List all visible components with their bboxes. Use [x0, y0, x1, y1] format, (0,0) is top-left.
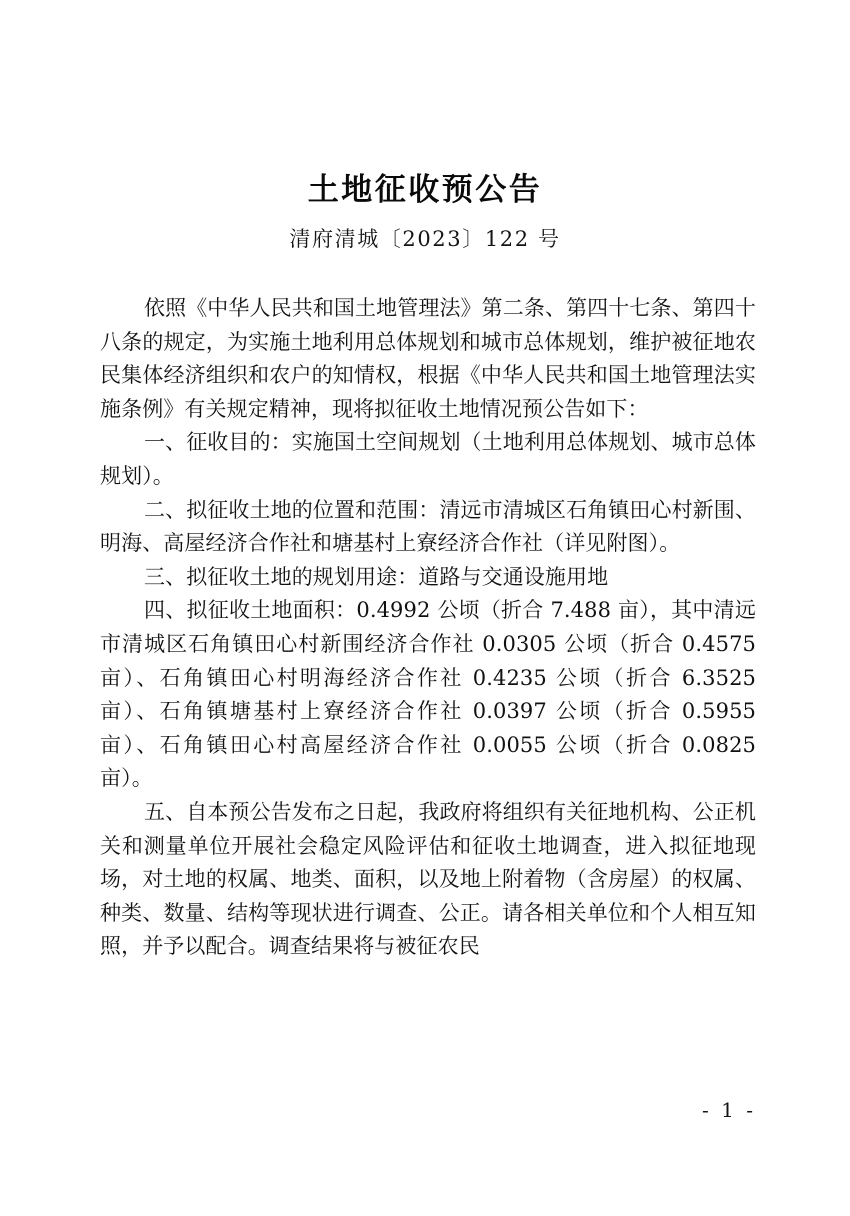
document-body: [100, 292, 756, 964]
article-5-survey-notice: 五、自本预公告发布之日起，我政府将组织有关征地机构、公正机关和测量单位开展社会稳定风险评估和征收土地调查，进入拟征地现场，对土地的权属、地类、面积，以及地上附着物（含房屋）的权属、种类、数量、结构等现状进行调查、公正。请各相关单位和个人相互知照，并予以配合。调查结果将与被征农民: [100, 799, 756, 959]
document-number: 清府清城〔2023〕122 号: [289, 227, 561, 251]
page-title: 土地征收预公告: [307, 171, 543, 208]
page-number-footer: - 1 -: [702, 1098, 756, 1122]
paragraph-preamble: 依照《中华人民共和国土地管理法》第二条、第四十七条、第四十八条的规定，为实施土地利用总体规划和城市总体规划，维护被征地农民集体经济组织和农户的知情权，根据《中华人民共和国土地管理法实施条例》有关规定精神，现将拟征收土地情况预公告如下：: [100, 296, 756, 421]
article-3-planned-use: 三、拟征收土地的规划用途：道路与交通设施用地: [144, 564, 609, 589]
article-1-purpose: 一、征收目的：实施国土空间规划（土地利用总体规划、城市总体规划）。: [100, 430, 756, 488]
article-2-location-scope: 二、拟征收土地的位置和范围：清远市清城区石角镇田心村新围、明海、高屋经济合作社和塘基村上寮经济合作社（详见附图）。: [100, 497, 756, 556]
article-4-land-area: 四、拟征收土地面积：0.4992 公顷（折合 7.488 亩），其中清远市清城区石角镇田心村新围经济合作社 0.0305 公顷（折合 0.4575 亩）、石角镇田心村明海经济合作社 0.4235 公顷（折合 6.3525 亩）、石角镇塘基村上寮经济合作社 0.0397 公顷（折合 0.5955 亩）、石角镇田心村高屋经济合作社 0.0055 公顷（折合 0.0825 亩）。: [100, 598, 756, 791]
